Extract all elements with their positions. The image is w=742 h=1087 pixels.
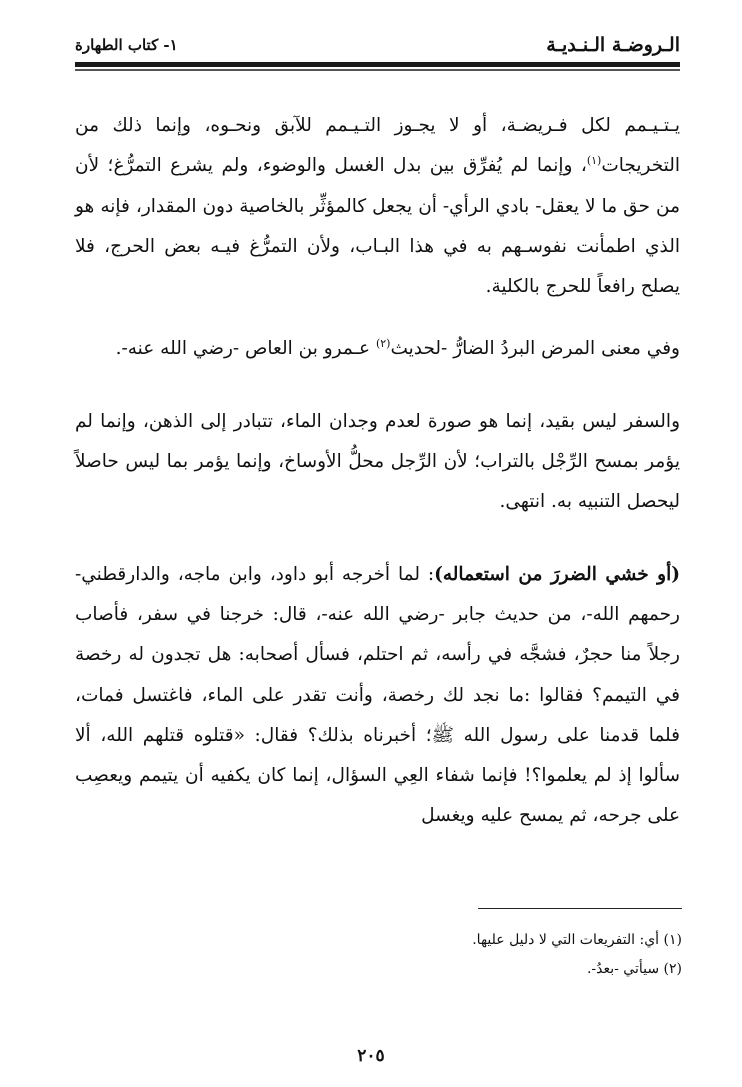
section-title: ١- كتاب الطهارة	[75, 36, 178, 54]
paragraph-2-text-a: وفي معنى المرض البردُ الضارُّ -لحديث	[390, 338, 680, 360]
header-rule-thick	[75, 62, 680, 67]
paragraph-2-text-b: عـمرو بن العاص -رضي الله عنه-.	[115, 338, 376, 360]
running-header	[75, 34, 680, 60]
book-title: الـروضـة الـنـديـة	[546, 34, 680, 56]
paragraph-1-text-a: يـتـيـمم لكل فـريضـة، أو لا يجـوز التـيـمم للآبق ونحـوه، وإنما ذلك من التخريجات	[75, 115, 680, 177]
paragraph-4	[75, 555, 680, 837]
paragraph-2	[75, 329, 680, 369]
paragraph-3-text: والسفر ليس بقيد، إنما هو صورة لعدم وجدان الماء، تتبادر إلى الذهن، وإنما لم يؤمر بمسح الرِّجْل بالتراب؛ لأن الرِّجل محلُّ الأوساخ، وإنما يؤمر بما ليس حاصلاً ليحصل التنبيه به. انتهى.	[75, 410, 680, 513]
paragraph-4-text: : لما أخرجه أبو داود، وابن ماجه، والدارقطني- رحمهم الله-، من حديث جابر -رضي الله عنه-، قال: خرجنا في سفر، فأصاب رجلاً منا حجرٌ، فشجَّه في رأسه، ثم احتلم، فسأل أصحابه: هل تجدون له رخصة في التيمم؟ فقالوا :ما نجد لك رخصة، وأنت تقدر على الماء، فاغتسل فمات، فلما قدمنا على رسول الله ﷺ؛ أخبرناه بذلك؟ فقال: «قتلوه قتلهم الله، ألا سألوا إذ لم يعلموا؟! فإنما شفاء العِي السؤال، إنما كان يكفيه أن يتيمم ويعصِب على جرحه، ثم يمسح عليه ويغسل	[75, 563, 680, 827]
paragraph-1-text-b: ، وإنما لم يُفرِّق بين بدل الغسل والوضوء، ولم يشرع التمرُّغ؛ لأن من حق ما لا يعقل- بادي الرأي- أن يجعل كالمؤثِّر بالخاصية دون المقدار، فإنه هو الذي اطمأنت نفوسـهم به في هذا البـاب، ولأن التمرُّغ فيـه بعض الحرج، فلا يصلح رافعاً للحرج بالكلية.	[75, 155, 680, 298]
footnote-ref-2[interactable]: (٢)	[375, 337, 391, 351]
paragraph-4-heading: (أو خشي الضررَ من استعماله)	[434, 563, 680, 585]
body-text	[75, 106, 680, 837]
header-rule-thin	[75, 69, 680, 71]
footnote-2: (٢) سيأتي -بعدُ-.	[586, 961, 682, 977]
paragraph-1	[75, 106, 680, 307]
footnotes	[300, 926, 682, 984]
footnote-ref-1[interactable]: (١)	[586, 154, 602, 168]
footnote-divider	[478, 908, 682, 909]
page-number: ٢٠٥	[357, 1046, 385, 1066]
paragraph-3	[75, 402, 680, 523]
footnote-1: (١) أي: التفريعات التي لا دليل عليها.	[472, 932, 682, 948]
